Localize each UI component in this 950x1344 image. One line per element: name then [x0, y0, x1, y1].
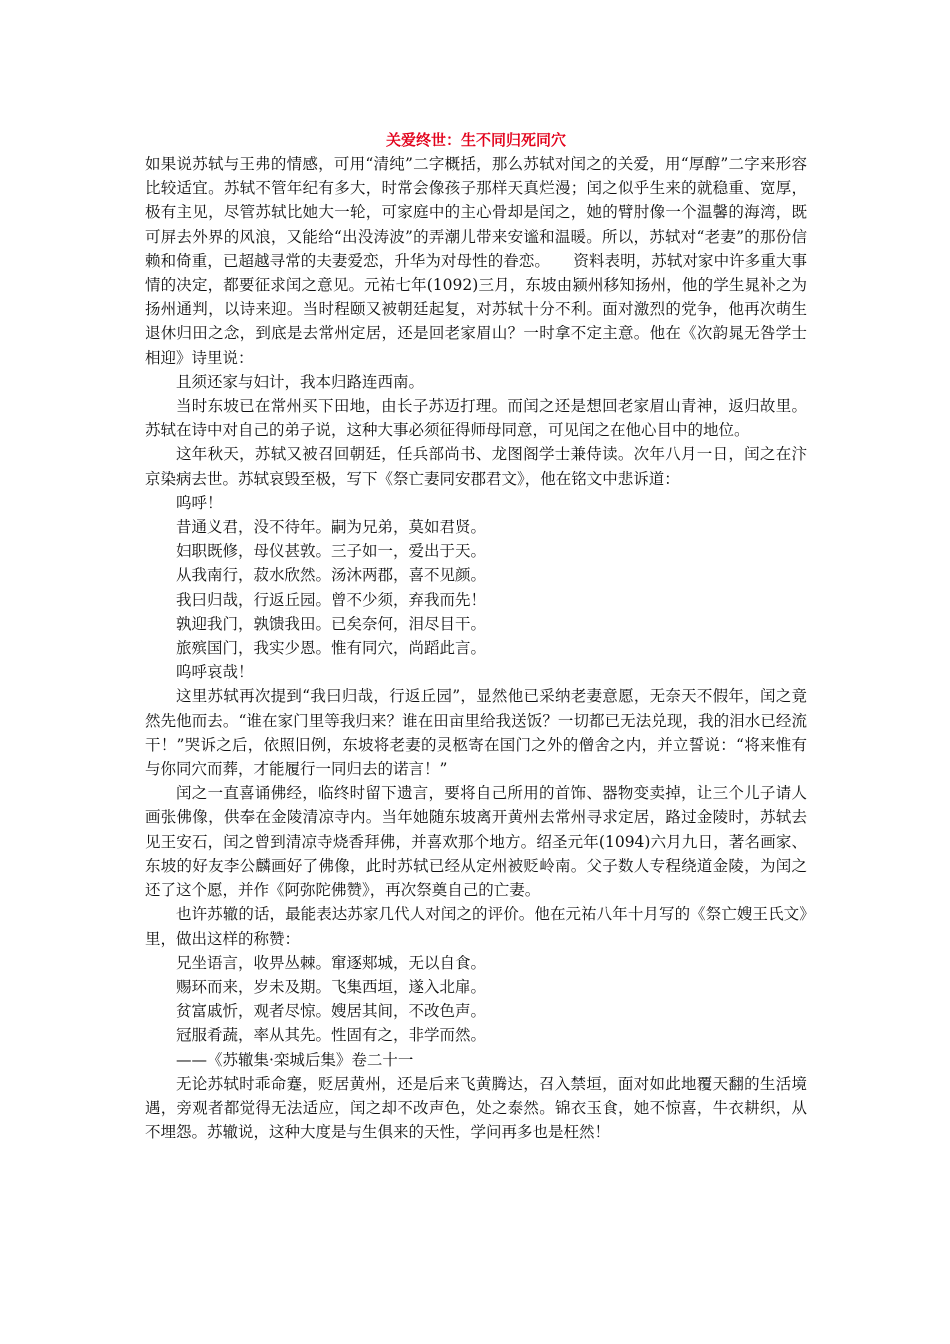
paragraph: ——《苏辙集·栾城后集》卷二十一	[176, 1050, 414, 1069]
paragraph: 孰迎我门，孰馈我田。已矣奈何，泪尽目干。	[176, 614, 487, 633]
paragraph: 也许苏辙的话，最能表达苏家几代人对闰之的评价。他在元祐八年十月写的《祭亡嫂王氏文》里，做出这样的称赞：	[145, 905, 807, 948]
paragraph: 呜呼哀哉！	[176, 663, 254, 682]
paragraph: 赐环而来，岁未及期。飞集西垣，遂入北扉。	[176, 977, 487, 996]
paragraph: 如果说苏轼与王弗的情感，可用“清纯”二字概括，那么苏轼对闰之的关爱，用“厚醇”二字来形容比较适宜。苏轼不管年纪有多大，时常会像孩子那样天真烂漫；闰之似乎生来的就稳重、宽厚，极有主见，尽管苏轼比她大一轮，可家庭中的主心骨却是闰之，她的臂肘像一个温馨的海湾，既可屏去外界的风浪，又能给“出没涛波”的弄潮儿带来安谧和温暖。所以，苏轼对“老妻”的那份信赖和倚重，已超越寻常的夫妻爱恋，升华为对母性的眷恋。 资料表明，苏轼对家中许多重大事情的决定，都要征求闰之意见。元祐七年(1092)三月，东坡由颍州移知扬州，他的学生晁补之为扬州通判，以诗来迎。当时程颐又被朝廷起复，对苏轼十分不利。面对激烈的党争，他再次萌生退休归田之念，到底是去常州定居，还是回老家眉山？一时拿不定主意。他在《次韵晁无咎学士相迎》诗里说：	[145, 155, 807, 367]
paragraph: 无论苏轼时乖命蹇，贬居黄州，还是后来飞黄腾达，召入禁垣，面对如此地覆天翻的生活境遇，旁观者都觉得无法适应，闰之却不改声色，处之泰然。锦衣玉食，她不惊喜，牛衣耕织，从不埋怨。苏辙说，这种大度是与生俱来的天性，学问再多也是枉然！	[145, 1074, 807, 1142]
paragraph: 旅殡国门，我实少恩。惟有同穴，尚蹈此言。	[176, 639, 487, 658]
paragraph: 我曰归哉，行返丘园。曾不少须，弃我而先！	[176, 590, 487, 609]
article-body	[145, 152, 807, 1144]
paragraph: 呜呼！	[176, 493, 223, 512]
paragraph: 这里苏轼再次提到“我曰归哉，行返丘园”，显然他已采纳老妻意愿，无奈天不假年，闰之竟然先他而去。“谁在家门里等我归来？谁在田亩里给我送饭？一切都已无法兑现，我的泪水已经流干！”哭诉之后，依照旧例，东坡将老妻的灵柩寄在国门之外的僧舍之内，并立誓说：“将来惟有与你同穴而葬，才能履行一同归去的诺言！”	[145, 687, 807, 779]
paragraph: 闰之一直喜诵佛经，临终时留下遗言，要将自己所用的首饰、器物变卖掉，让三个儿子请人画张佛像，供奉在金陵清凉寺内。当年她随东坡离开黄州去常州寻求定居，路过金陵时，苏轼去见王安石，闰之曾到清凉寺烧香拜佛，并喜欢那个地方。绍圣元年(1094)六月九日，著名画家、东坡的好友李公麟画好了佛像，此时苏轼已经从定州被贬岭南。父子数人专程绕道金陵，为闰之还了这个愿，并作《阿弥陀佛赞》，再次祭奠自己的亡妻。	[145, 784, 807, 900]
paragraph: 兄坐语言，收畀丛棘。窜逐郏城，无以自食。	[176, 953, 487, 972]
paragraph: 冠服肴蔬，率从其先。性固有之，非学而然。	[176, 1026, 487, 1045]
paragraph: 当时东坡已在常州买下田地，由长子苏迈打理。而闰之还是想回老家眉山青神，返归故里。苏轼在诗中对自己的弟子说，这种大事必须征得师母同意，可见闰之在他心目中的地位。	[145, 397, 807, 440]
document-page	[145, 128, 807, 1144]
paragraph: 妇职既修，母仪甚敦。三子如一，爱出于天。	[176, 542, 487, 561]
paragraph: 这年秋天，苏轼又被召回朝廷，任兵部尚书、龙图阁学士兼侍读。次年八月一日，闰之在汴京染病去世。苏轼哀毁至极，写下《祭亡妻同安郡君文》，他在铭文中悲诉道：	[145, 445, 807, 488]
paragraph: 昔通义君，没不待年。嗣为兄弟，莫如君贤。	[176, 518, 487, 537]
paragraph: 贫富戚忻，观者尽惊。嫂居其间，不改色声。	[176, 1002, 487, 1021]
paragraph: 从我南行，菽水欣然。汤沐两郡，喜不见颜。	[176, 566, 487, 585]
paragraph: 且须还家与妇计，我本归路连西南。	[176, 372, 425, 391]
article-title: 关爱终世：生不同归死同穴	[385, 131, 566, 149]
